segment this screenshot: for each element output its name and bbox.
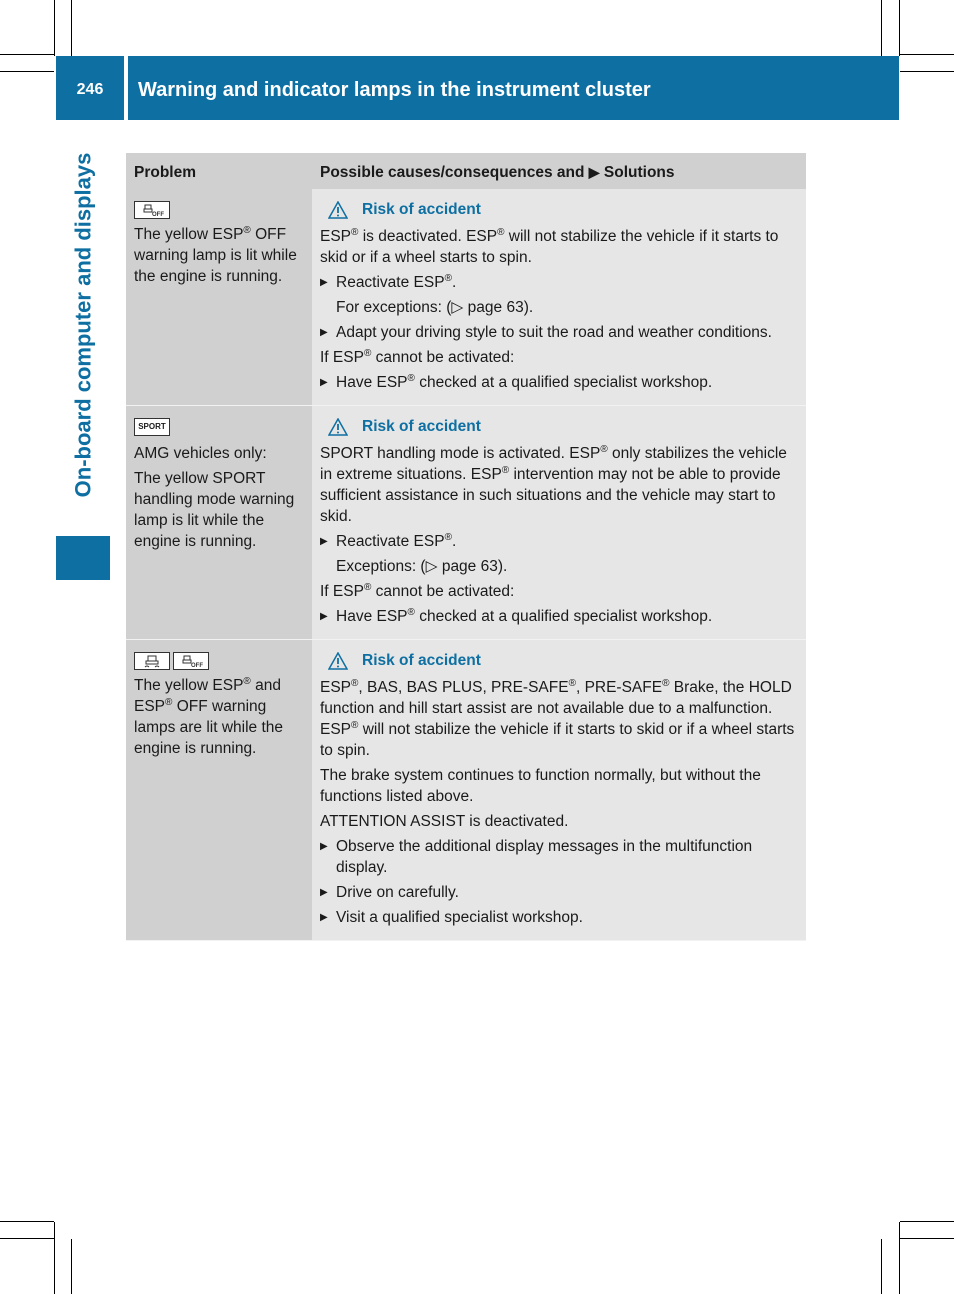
step-arrow-icon: ▶ bbox=[320, 841, 328, 852]
table-row bbox=[126, 640, 806, 941]
warning-triangle-icon bbox=[328, 418, 348, 436]
problem-cell bbox=[126, 406, 312, 640]
problem-text: The yellow ESP® and ESP® OFF warning lamps are lit while the engine is running. bbox=[134, 675, 284, 757]
solution-step bbox=[320, 272, 798, 293]
cause-text: SPORT handling mode is activated. ESP® only stabilizes the vehicle in extreme situations. ESP® intervention may not be able to provide sufficient assistance in such situations and the vehicle may start to skid. bbox=[320, 443, 787, 525]
problem-text: The yellow ESP® OFF warning lamp is lit while the engine is running. bbox=[134, 224, 297, 285]
step-text: Drive on carefully. bbox=[336, 884, 459, 901]
esp-off-lamp-icon bbox=[173, 652, 209, 670]
solution-step bbox=[320, 606, 798, 627]
step-text: Reactivate ESP®. bbox=[336, 531, 457, 550]
risk-heading bbox=[328, 416, 798, 437]
column-header-problem: Problem bbox=[126, 153, 312, 189]
table-row bbox=[126, 406, 806, 640]
step-arrow-icon: ▶ bbox=[320, 887, 328, 898]
column-header-causes-label: Possible causes/consequences and bbox=[320, 163, 585, 181]
page-number: 246 bbox=[56, 56, 124, 120]
crop-mark bbox=[0, 1221, 54, 1222]
crop-mark bbox=[54, 1222, 55, 1294]
sport-lamp-icon: SPORT bbox=[134, 418, 170, 436]
solution-step bbox=[320, 836, 798, 878]
cause-text: The brake system continues to function normally, but without the functions listed above. bbox=[320, 767, 761, 805]
step-text: Have ESP® checked at a qualified specialist workshop. bbox=[336, 372, 713, 391]
step-arrow-icon: ▶ bbox=[320, 611, 328, 622]
risk-label: Risk of accident bbox=[362, 201, 481, 218]
crop-mark bbox=[0, 54, 54, 55]
solution-step bbox=[320, 907, 798, 928]
table-header-row bbox=[126, 153, 806, 189]
step-text: Visit a qualified specialist workshop. bbox=[336, 909, 583, 926]
step-arrow-icon: ▶ bbox=[320, 327, 328, 338]
solution-cell bbox=[312, 189, 806, 406]
crop-mark bbox=[900, 54, 954, 55]
crop-mark bbox=[0, 1238, 54, 1239]
arrow-right-icon: ▶ bbox=[588, 163, 600, 180]
crop-mark bbox=[54, 0, 55, 56]
page-reference[interactable]: Exceptions: (▷ page 63). bbox=[336, 558, 508, 575]
cause-text: ESP®, BAS, BAS PLUS, PRE-SAFE®, PRE-SAFE® Brake, the HOLD function and hill start assist are not available due to a malfunction. ESP® will not stabilize the vehicle if it starts to skid or if a wheel starts to spin. bbox=[320, 677, 795, 759]
solution-cell bbox=[312, 406, 806, 640]
solution-step bbox=[320, 531, 798, 552]
cause-text: ATTENTION ASSIST is deactivated. bbox=[320, 813, 569, 830]
warning-lamps-table bbox=[126, 153, 806, 941]
svg-text:OFF: OFF bbox=[152, 211, 164, 218]
crop-mark bbox=[900, 1221, 954, 1222]
column-header-solutions bbox=[312, 153, 806, 189]
solution-step bbox=[320, 372, 798, 393]
page-reference[interactable]: For exceptions: (▷ page 63). bbox=[336, 299, 534, 316]
svg-text:OFF: OFF bbox=[191, 662, 203, 669]
condition-text: If ESP® cannot be activated: bbox=[320, 581, 515, 600]
problem-text: AMG vehicles only: bbox=[134, 445, 267, 462]
crop-mark bbox=[0, 71, 54, 72]
step-arrow-icon: ▶ bbox=[320, 912, 328, 923]
step-text: Have ESP® checked at a qualified specialist workshop. bbox=[336, 606, 713, 625]
condition-text: If ESP® cannot be activated: bbox=[320, 347, 515, 366]
esp-lamp-icon bbox=[134, 652, 170, 670]
crop-mark bbox=[71, 0, 72, 56]
step-text: Adapt your driving style to suit the road and weather conditions. bbox=[336, 324, 772, 341]
esp-off-lamp-icon bbox=[134, 201, 170, 219]
risk-label: Risk of accident bbox=[362, 418, 481, 435]
risk-heading bbox=[328, 650, 798, 671]
section-side-tab bbox=[56, 120, 110, 530]
step-arrow-icon: ▶ bbox=[320, 277, 328, 288]
crop-mark bbox=[899, 0, 900, 56]
solution-step bbox=[320, 322, 798, 343]
page-title: Warning and indicator lamps in the instrument cluster bbox=[128, 56, 899, 120]
risk-label: Risk of accident bbox=[362, 652, 481, 669]
crop-mark bbox=[71, 1239, 72, 1294]
step-arrow-icon: ▶ bbox=[320, 536, 328, 547]
step-text: Observe the additional display messages in the multifunction display. bbox=[336, 838, 753, 876]
risk-heading bbox=[328, 199, 798, 220]
solution-step bbox=[320, 882, 798, 903]
solution-cell bbox=[312, 640, 806, 941]
crop-mark bbox=[881, 0, 882, 56]
problem-text: The yellow SPORT handling mode warning lamp is lit while the engine is running. bbox=[134, 470, 295, 550]
problem-cell bbox=[126, 189, 312, 406]
step-text: Reactivate ESP®. bbox=[336, 272, 457, 291]
column-header-solutions-label: Solutions bbox=[603, 163, 675, 181]
crop-mark bbox=[900, 1238, 954, 1239]
crop-mark bbox=[881, 1239, 882, 1294]
crop-mark bbox=[899, 1222, 900, 1294]
warning-triangle-icon bbox=[328, 652, 348, 670]
crop-mark bbox=[900, 71, 954, 72]
section-side-tab-label: On-board computer and displays bbox=[70, 152, 95, 498]
table-row bbox=[126, 189, 806, 406]
section-tab-marker bbox=[56, 536, 110, 580]
cause-text: ESP® is deactivated. ESP® will not stabilize the vehicle if it starts to skid or if a wheel starts to spin. bbox=[320, 226, 779, 266]
step-arrow-icon: ▶ bbox=[320, 377, 328, 388]
problem-cell bbox=[126, 640, 312, 941]
warning-triangle-icon bbox=[328, 201, 348, 219]
